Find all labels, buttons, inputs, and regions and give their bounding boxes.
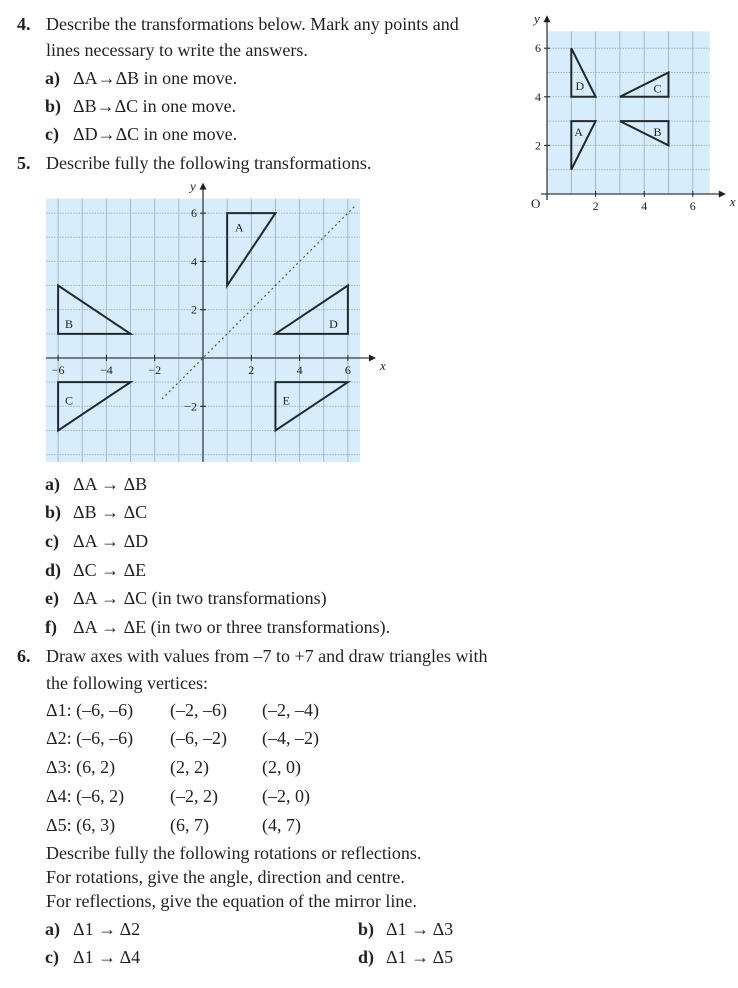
x-axis-label: x	[379, 358, 386, 373]
q6-instruction-1: Describe fully the following rotations or reflections.	[46, 843, 422, 863]
y-tick-label: 4	[535, 89, 541, 104]
q5-item-b	[45, 501, 147, 523]
x-axis-label: x	[729, 194, 736, 209]
q5-item-f	[45, 616, 390, 638]
x-tick-label: 6	[689, 199, 696, 213]
q6-item-label: d)	[358, 947, 375, 967]
q6-number: 6.	[17, 646, 31, 666]
triangle-label-A: A	[234, 220, 244, 235]
q5-item-d	[45, 559, 146, 581]
triangle-name: Δ1:	[46, 700, 72, 720]
q6-item-text: Δ1 → Δ3	[386, 919, 454, 939]
vertex: (–2, 2)	[170, 786, 218, 806]
q5-item-label: e)	[45, 588, 59, 608]
triangle-name: Δ2:	[46, 728, 72, 748]
triangle-label-D: D	[575, 78, 585, 93]
vertex-row-4	[46, 785, 124, 807]
vertex: (–2, –4)	[262, 700, 319, 720]
triangle-label-D: D	[329, 317, 338, 332]
triangle-label-C: C	[64, 393, 73, 408]
vertex-row-2	[46, 727, 133, 749]
vertex: (6, 3)	[76, 815, 116, 835]
vertex: (–2, –6)	[170, 700, 227, 720]
y-tick-label: 2	[535, 138, 541, 153]
q6-item-a	[45, 918, 140, 940]
y-axis-arrow-icon	[200, 183, 207, 190]
triangle-name: Δ5:	[46, 815, 72, 835]
q4-item-text: ΔB→ΔC in one move.	[73, 96, 237, 116]
q6-item-label: b)	[358, 919, 375, 939]
vertex: (–6, 2)	[76, 786, 125, 806]
q5-item-label: b)	[45, 502, 62, 522]
q4-number: 4.	[17, 14, 31, 34]
x-tick-label: −2	[148, 363, 162, 377]
q6-item-label: c)	[45, 947, 59, 967]
q6-item-c	[45, 946, 140, 968]
q5-item-label: f)	[45, 617, 57, 637]
q5-item-a	[45, 473, 147, 495]
vertex: (2, 0)	[262, 757, 301, 777]
x-tick-label: −4	[100, 363, 113, 377]
q6-text-line1: Draw axes with values from –7 to +7 and draw triangles with	[46, 646, 488, 666]
triangle-name: Δ3:	[46, 757, 72, 777]
y-tick-label: 6	[535, 41, 541, 56]
q4-item-text: ΔD→ΔC in one move.	[73, 124, 238, 144]
triangle-label-A: A	[574, 125, 583, 140]
y-tick-label: 2	[191, 302, 197, 317]
x-tick-label: 2	[248, 363, 255, 377]
vertex-row-3	[46, 756, 115, 778]
vertex: (–6, –6)	[76, 700, 134, 720]
x-axis-arrow-icon	[369, 355, 376, 362]
q4-item-label: c)	[45, 124, 59, 144]
vertex: (2, 2)	[170, 757, 209, 777]
y-axis-label: y	[534, 11, 540, 27]
y-tick-label: −2	[184, 399, 197, 414]
x-tick-label: 2	[592, 199, 599, 213]
y-axis-label: y	[190, 178, 196, 194]
q5-item-text: ΔA → ΔE (in two or three transformations).	[73, 617, 391, 637]
vertex-row-5	[46, 814, 115, 836]
q5-item-label: a)	[45, 474, 60, 494]
q5-item-label: d)	[45, 560, 62, 580]
vertex: (–6, –6)	[76, 728, 134, 748]
triangle-label-C: C	[653, 81, 662, 96]
q5-text: Describe fully the following transformations.	[46, 153, 372, 173]
q4-text-line1: Describe the transformations below. Mark any points and	[46, 14, 459, 34]
triangle-label-E: E	[282, 393, 290, 408]
x-tick-label: 4	[296, 363, 303, 377]
triangle-label-B: B	[64, 317, 73, 332]
q5-item-label: c)	[45, 531, 59, 551]
q4-item-text: ΔA→ΔB in one move.	[73, 68, 238, 88]
y-tick-label: 6	[191, 206, 197, 221]
vertex: (6, 7)	[170, 815, 209, 835]
vertex: (–4, –2)	[262, 728, 319, 748]
q5-item-text: ΔA → ΔB	[73, 474, 148, 494]
vertex: (–6, –2)	[170, 728, 227, 748]
q5-item-text: ΔB → ΔC	[73, 502, 148, 522]
q6-instruction-3: For reflections, give the equation of the mirror line.	[46, 891, 417, 911]
q6-item-label: a)	[45, 919, 60, 939]
x-tick-label: 4	[641, 199, 648, 213]
q6-item-d	[358, 946, 453, 968]
q5-item-text: ΔA → ΔC (in two transformations)	[73, 588, 327, 608]
q5-item-e	[45, 587, 327, 609]
q6-item-text: Δ1 → Δ4	[73, 947, 141, 967]
origin-label: O	[531, 196, 541, 211]
q6-text-line2: the following vertices:	[46, 673, 208, 693]
q4-item-label: a)	[45, 68, 60, 88]
q4-item-label: b)	[45, 96, 62, 116]
vertex: (6, 2)	[76, 757, 116, 777]
y-tick-label: 4	[191, 254, 197, 269]
q5-number: 5.	[17, 153, 31, 173]
vertex-row-1	[46, 699, 133, 721]
q6-item-text: Δ1 → Δ2	[73, 919, 141, 939]
x-tick-label: −6	[51, 363, 65, 377]
vertex: (4, 7)	[262, 815, 301, 835]
q6-instruction-2: For rotations, give the angle, direction and centre.	[46, 867, 405, 887]
q5-item-c	[45, 530, 148, 552]
triangle-name: Δ4:	[46, 786, 72, 806]
q6-item-text: Δ1 → Δ5	[386, 947, 454, 967]
q5-item-text: ΔA → ΔD	[73, 531, 149, 551]
vertex: (–2, 0)	[262, 786, 310, 806]
x-tick-label: 6	[344, 363, 351, 377]
q6-item-b	[358, 918, 453, 940]
q4-text-line2: lines necessary to write the answers.	[46, 40, 308, 60]
q5-item-text: ΔC → ΔE	[73, 560, 147, 580]
triangle-label-B: B	[653, 125, 662, 140]
